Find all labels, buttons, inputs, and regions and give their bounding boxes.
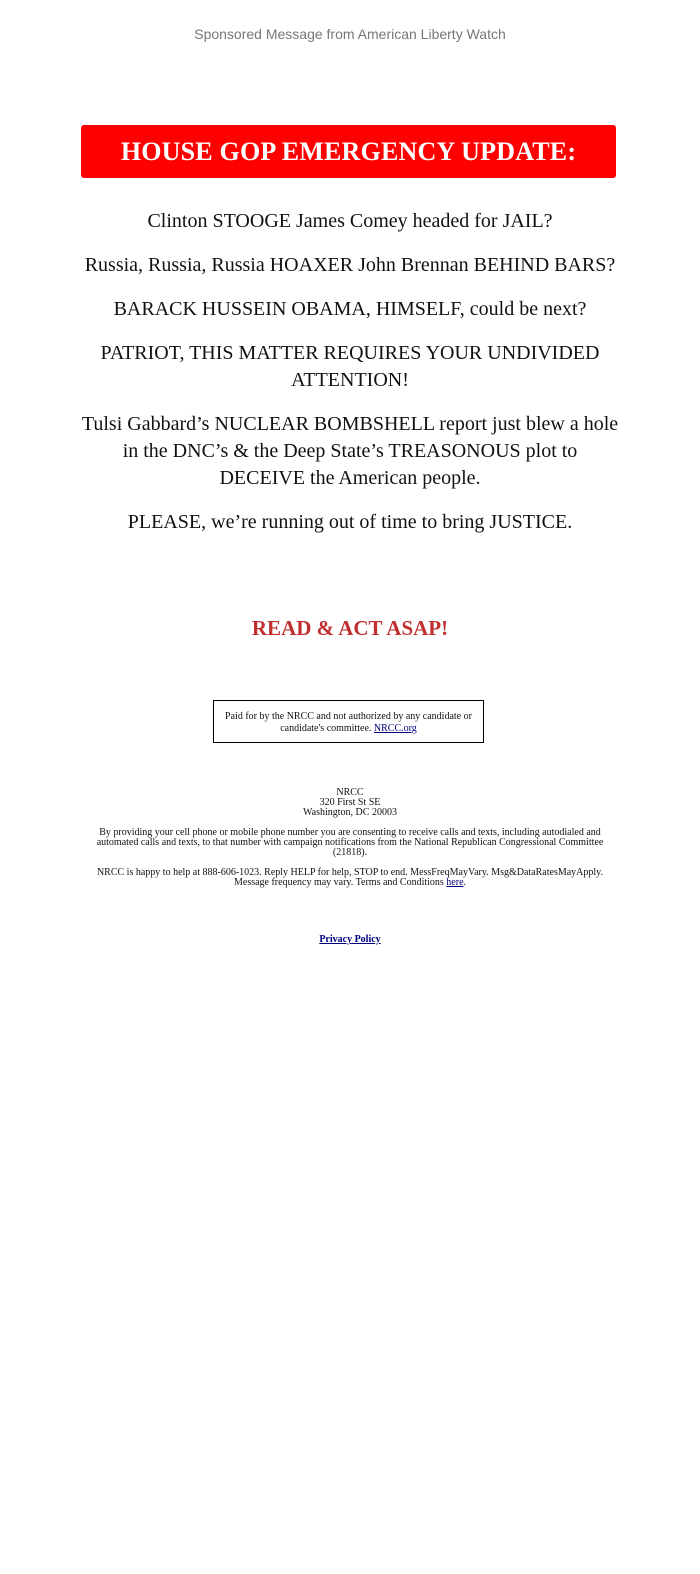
paid-for-disclaimer-box [213,700,484,743]
mailing-address [0,788,700,818]
help-text [95,868,605,888]
read-act-cta-link[interactable]: READ & ACT ASAP! [251,616,449,640]
address-org-name: NRCC [336,787,364,798]
address-city: Washington, DC 20003 [303,807,397,818]
disclaimer-text: Paid for by the NRCC and not authorized by any candidate or candidate's committee. [225,711,472,734]
body-paragraph-4: PATRIOT, THIS MATTER REQUIRES YOUR UNDIVIDED ATTENTION! [100,342,600,391]
help-text-body: NRCC is happy to help at 888-606-1023. Reply HELP for help, STOP to end. MessFreqMayVary. Msg&DataRatesMayApply. Message frequency may vary. Terms and Conditions [96,867,604,888]
body-paragraph-6: PLEASE, we’re running out of time to bring JUSTICE. [127,511,573,533]
address-street: 320 First St SE [319,797,381,808]
terms-here-link[interactable]: here [446,877,464,888]
legal-notice [95,828,605,898]
body-paragraph-5: Tulsi Gabbard’s NUCLEAR BOMBSHELL report just blew a hole in the DNC’s & the Deep State’s TREASONOUS plot to DECEIVE the American people. [81,413,619,489]
nrcc-org-link[interactable]: NRCC.org [373,723,417,734]
privacy-policy-link[interactable]: Privacy Policy [319,934,381,945]
message-body [81,208,619,553]
body-paragraph-3: BARACK HUSSEIN OBAMA, HIMSELF, could be next? [113,298,587,320]
body-paragraph-1: Clinton STOOGE James Comey headed for JAIL? [147,210,553,232]
emergency-update-banner: HOUSE GOP EMERGENCY UPDATE: [81,125,616,178]
body-paragraph-2: Russia, Russia, Russia HOAXER John Brennan BEHIND BARS? [84,254,616,276]
sms-consent-text: By providing your cell phone or mobile phone number you are consenting to receive calls and texts, including autodialed and automated calls and texts, to that number with campaign notifications from the National Republican Congressional Committee (21818). [96,827,604,858]
sponsor-label: Sponsored Message from American Liberty Watch [194,26,506,42]
help-text-period: . [463,877,467,888]
